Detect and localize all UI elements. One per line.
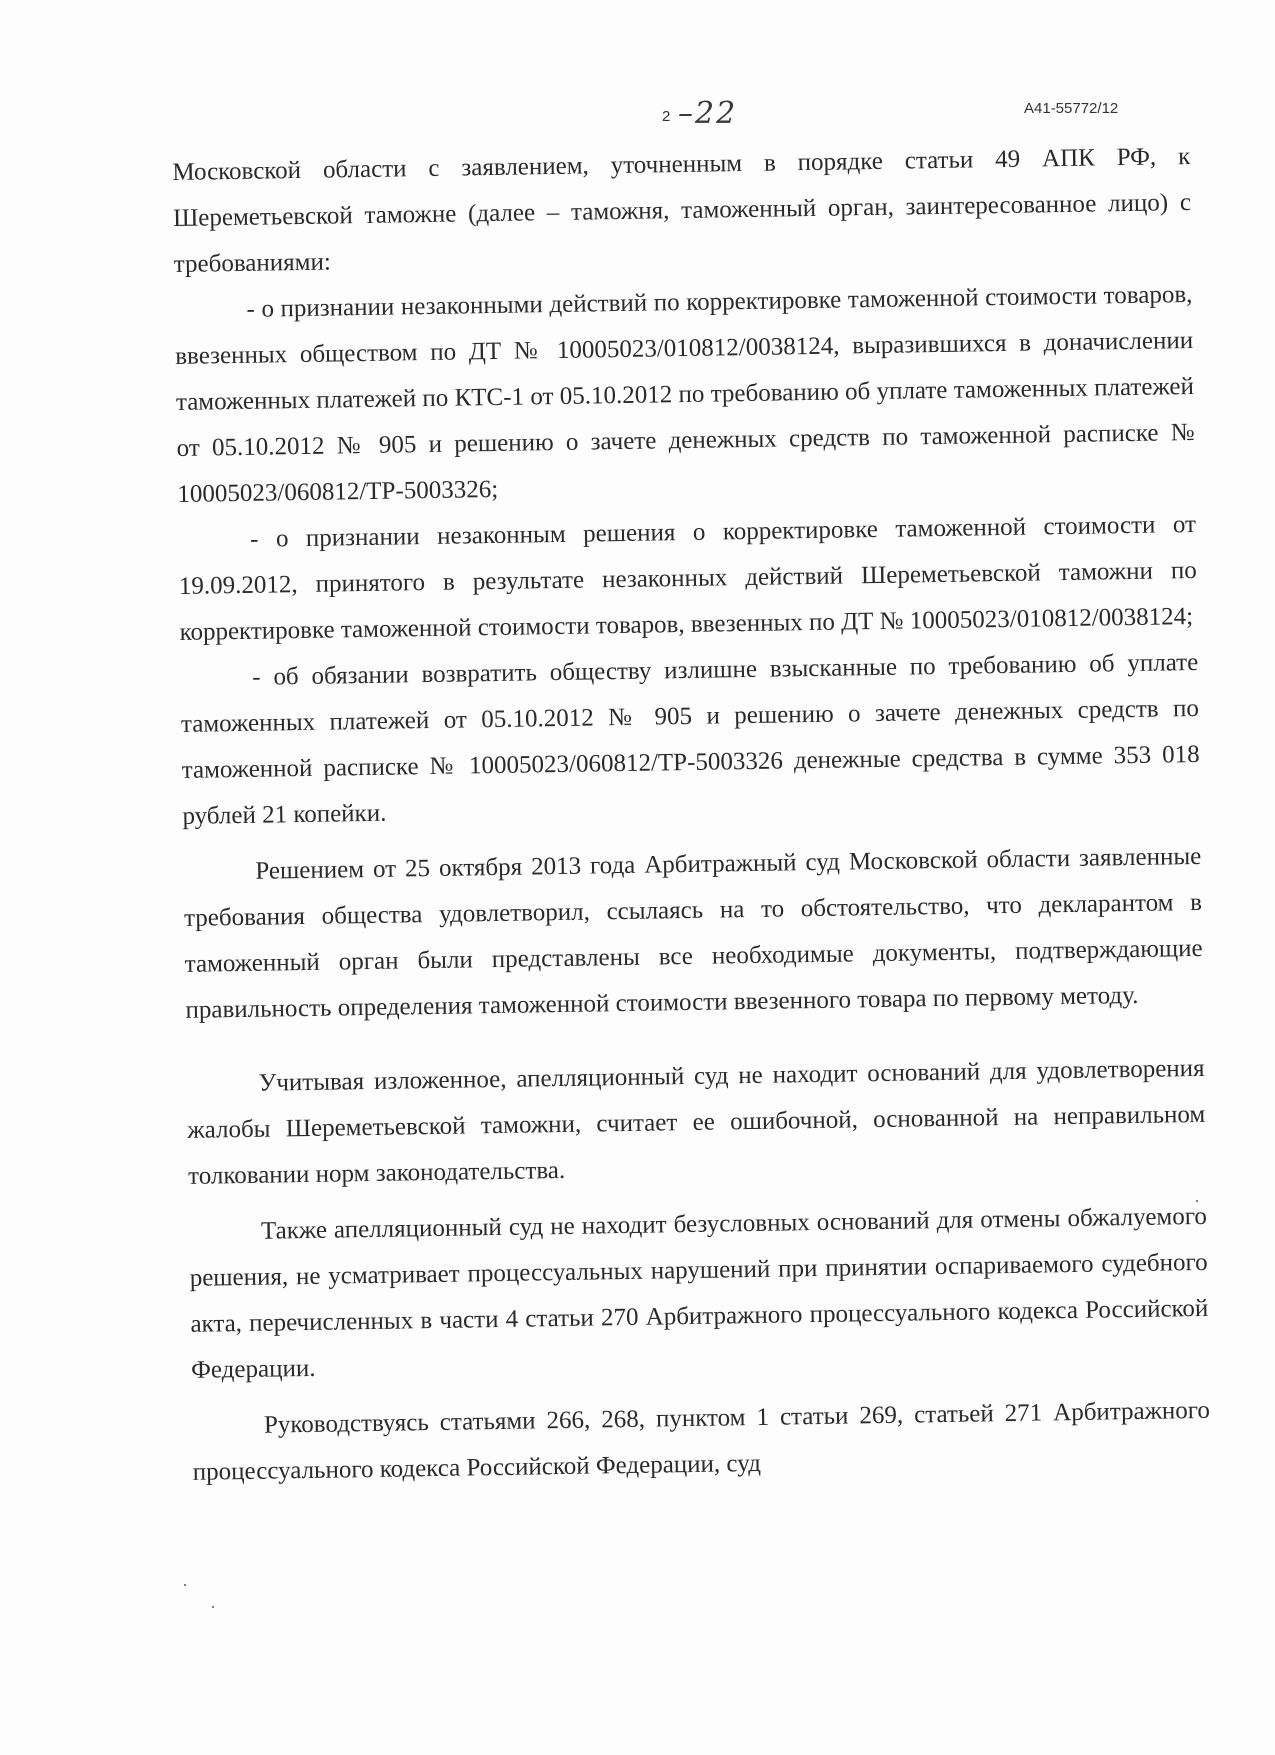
scan-speck bbox=[212, 1606, 214, 1608]
list-item-claim-3: - об обязании возвратить обществу излишне взысканные по требованию об уплате таможенных платежей от 05.10.2012 № 905 и решению о зачете денежных средств по таможенной расписке № 10005023/060812/ТР-5003326 денежные средства в сумме 353 018 рублей 21 копейки. bbox=[180, 648, 1200, 830]
paragraph-no-violations: Также апелляционный суд не находит безусловных оснований для отмены обжалуемого решения, не усматривает процессуальных нарушений при принятии оспариваемого судебного акта, перечисленных в части 4 статьи 270 Арбитражного процессуального кодекса Российской Федерации. bbox=[189, 1202, 1209, 1384]
page-number: 2 bbox=[662, 108, 671, 125]
document-body bbox=[172, 134, 1211, 1496]
paragraph-appeal-conclusion: Учитывая изложенное, апелляционный суд не находит оснований для удовлетворения жалобы Шереметьевской таможни, считает ее ошибочной, основанной на неправильном толковании норм законодательства. bbox=[187, 1054, 1206, 1190]
list-item-claim-1: - о признании незаконными действий по корректировке таможенной стоимости товаров, ввезенных обществом по ДТ № 10005023/010812/0038124, выразившихся в доначислении таможенных платежей по КТС-1 от 05.10.2012 по требованию об уплате таможенных платежей от 05.10.2012 № 905 и решению о зачете денежных средств по таможенной расписке № 10005023/060812/ТР-5003326; bbox=[175, 280, 1195, 508]
scan-speck bbox=[184, 1584, 186, 1586]
list-item-claim-2: - о признании незаконным решения о корректировке таможенной стоимости от 19.09.2012, принятого в результате незаконных действий Шереметьевской таможни по корректировке таможенной стоимости товаров, ввезенных по ДТ № 10005023/010812/0038124; bbox=[178, 510, 1197, 646]
case-number: А41-55772/12 bbox=[1024, 100, 1119, 117]
scan-speck bbox=[1196, 1200, 1198, 1202]
paragraph-intro: Московской области с заявлением, уточненным в порядке статьи 49 АПК РФ, к Шереметьевской таможне (далее – таможня, таможенный орган, заинтересованное лицо) с требованиями: bbox=[172, 143, 1192, 278]
handwritten-page-mark: –22 bbox=[678, 96, 738, 131]
paragraph-guided-by: Руководствуясь статьями 266, 268, пунктом 1 статьи 269, статьей 271 Арбитражного процессуального кодекса Российской Федерации, суд bbox=[192, 1396, 1211, 1486]
paragraph-decision: Решением от 25 октября 2013 года Арбитражный суд Московской области заявленные требования общества удовлетворил, ссылаясь на то обстоятельство, что декларантом в таможенный орган были представлены все необходимые документы, подтверждающие правильность определения таможенной стоимости ввезенного товара по первому методу. bbox=[183, 842, 1203, 1024]
